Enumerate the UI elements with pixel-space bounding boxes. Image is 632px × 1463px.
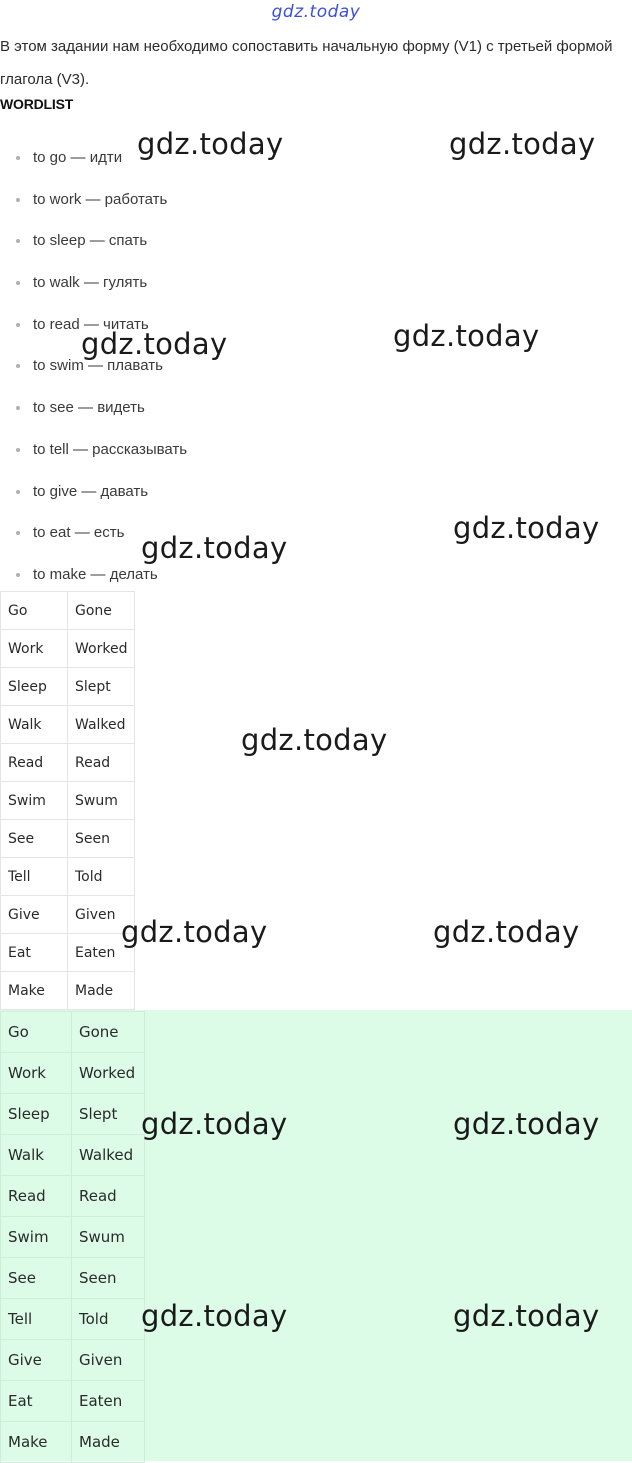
v1-cell: Go: [1, 592, 68, 630]
watermark: gdz.today: [453, 511, 600, 545]
table-row: [1, 744, 135, 782]
site-logo[interactable]: gdz.today: [271, 2, 361, 22]
watermark: gdz.today: [453, 1107, 600, 1141]
intro-text: В этом задании нам необходимо сопоставить начальную форму (V1) с третьей формой глагола (V3).: [0, 38, 613, 88]
v1-cell: Sleep: [1, 1094, 72, 1135]
v3-cell: Swum: [72, 1217, 145, 1258]
v3-cell: Worked: [72, 1053, 145, 1094]
table-row: [1, 1135, 145, 1176]
v1-cell: Work: [1, 1053, 72, 1094]
table-row: [1, 1258, 145, 1299]
bullet-icon: [16, 323, 20, 327]
table-row: [1, 858, 135, 896]
v1-cell: Eat: [1, 1381, 72, 1422]
list-item: [0, 387, 187, 429]
v3-cell: Read: [68, 744, 135, 782]
list-item-text: to eat — есть: [33, 524, 125, 542]
list-item-text: to swim — плавать: [33, 357, 163, 375]
list-item-text: to see — видеть: [33, 399, 145, 417]
v1-cell: Read: [1, 1176, 72, 1217]
v3-cell: Seen: [68, 820, 135, 858]
bullet-icon: [16, 406, 20, 410]
bullet-icon: [16, 448, 20, 452]
table-row: [1, 1012, 145, 1053]
v1-cell: See: [1, 820, 68, 858]
list-item: [0, 471, 187, 513]
v3-cell: Told: [68, 858, 135, 896]
table-row: [1, 1053, 145, 1094]
bullet-icon: [16, 573, 20, 577]
v3-cell: Given: [72, 1340, 145, 1381]
watermark: gdz.today: [453, 1299, 600, 1333]
bullet-icon: [16, 198, 20, 202]
watermark: gdz.today: [393, 319, 540, 353]
table-row: [1, 934, 135, 972]
table-row: [1, 1381, 145, 1422]
v3-cell: Made: [72, 1422, 145, 1463]
table-row: [1, 972, 135, 1010]
watermark: gdz.today: [141, 1299, 288, 1333]
watermark: gdz.today: [141, 1107, 288, 1141]
table-row: [1, 1422, 145, 1463]
v3-cell: Gone: [72, 1012, 145, 1053]
list-item: [0, 137, 187, 179]
v1-cell: Read: [1, 744, 68, 782]
table-row: [1, 706, 135, 744]
list-item-text: to make — делать: [33, 565, 158, 583]
table-row: [1, 782, 135, 820]
v1-cell: See: [1, 1258, 72, 1299]
bullet-icon: [16, 156, 20, 160]
v3-cell: Slept: [72, 1094, 145, 1135]
v3-cell: Walked: [72, 1135, 145, 1176]
table-row: [1, 820, 135, 858]
v1-cell: Eat: [1, 934, 68, 972]
watermark: gdz.today: [241, 723, 388, 757]
v3-cell: Given: [68, 896, 135, 934]
v1-cell: Give: [1, 896, 68, 934]
list-item-text: to go — идти: [33, 149, 123, 166]
watermark: gdz.today: [137, 127, 284, 161]
bullet-icon: [16, 281, 20, 285]
v3-cell: Swum: [68, 782, 135, 820]
list-item-text: to tell — рассказывать: [33, 440, 188, 458]
wordlist: [0, 137, 187, 596]
list-item: [0, 512, 187, 554]
watermark: gdz.today: [433, 915, 580, 949]
v3-cell: Eaten: [68, 934, 135, 972]
watermark: gdz.today: [141, 531, 288, 565]
v3-cell: Slept: [68, 668, 135, 706]
list-item-text: to walk — гулять: [33, 274, 148, 292]
v3-cell: Read: [72, 1176, 145, 1217]
bullet-icon: [16, 364, 20, 368]
list-item-text: to sleep — спать: [33, 232, 148, 250]
v1-cell: Sleep: [1, 668, 68, 706]
v1-cell: Walk: [1, 1135, 72, 1176]
v1-cell: Work: [1, 630, 68, 668]
table-row: [1, 1340, 145, 1381]
table-row: [1, 592, 135, 630]
list-item: [0, 220, 187, 262]
v3-cell: Eaten: [72, 1381, 145, 1422]
watermark: gdz.today: [121, 915, 268, 949]
v1-cell: Swim: [1, 782, 68, 820]
list-item: [0, 345, 187, 387]
list-item-text: to give — давать: [33, 482, 149, 500]
v1-cell: Make: [1, 972, 68, 1010]
v3-cell: Walked: [68, 706, 135, 744]
bullet-icon: [16, 239, 20, 243]
v1-cell: Give: [1, 1340, 72, 1381]
v1-cell: Go: [1, 1012, 72, 1053]
watermark: gdz.today: [449, 127, 596, 161]
v3-cell: Seen: [72, 1258, 145, 1299]
list-item: [0, 554, 187, 596]
verb-forms-table: [0, 591, 135, 1010]
answer-table: [0, 1011, 145, 1463]
bullet-icon: [16, 490, 20, 494]
v1-cell: Walk: [1, 706, 68, 744]
wordlist-heading: WORDLIST: [0, 96, 74, 112]
table-row: [1, 1176, 145, 1217]
list-item: [0, 304, 187, 346]
table-row: [1, 1217, 145, 1258]
v3-cell: Gone: [68, 592, 135, 630]
v1-cell: Tell: [1, 1299, 72, 1340]
table-row: [1, 896, 135, 934]
bullet-icon: [16, 531, 20, 535]
list-item: [0, 429, 187, 471]
v1-cell: Swim: [1, 1217, 72, 1258]
watermark: gdz.today: [81, 327, 228, 361]
v3-cell: Told: [72, 1299, 145, 1340]
v1-cell: Make: [1, 1422, 72, 1463]
v1-cell: Tell: [1, 858, 68, 896]
v3-cell: Worked: [68, 630, 135, 668]
table-row: [1, 1094, 145, 1135]
list-item-text: to read — читать: [33, 315, 149, 333]
table-row: [1, 630, 135, 668]
list-item: [0, 179, 187, 221]
table-row: [1, 668, 135, 706]
list-item-text: to work — работать: [33, 190, 168, 208]
v3-cell: Made: [68, 972, 135, 1010]
table-row: [1, 1299, 145, 1340]
list-item: [0, 262, 187, 304]
